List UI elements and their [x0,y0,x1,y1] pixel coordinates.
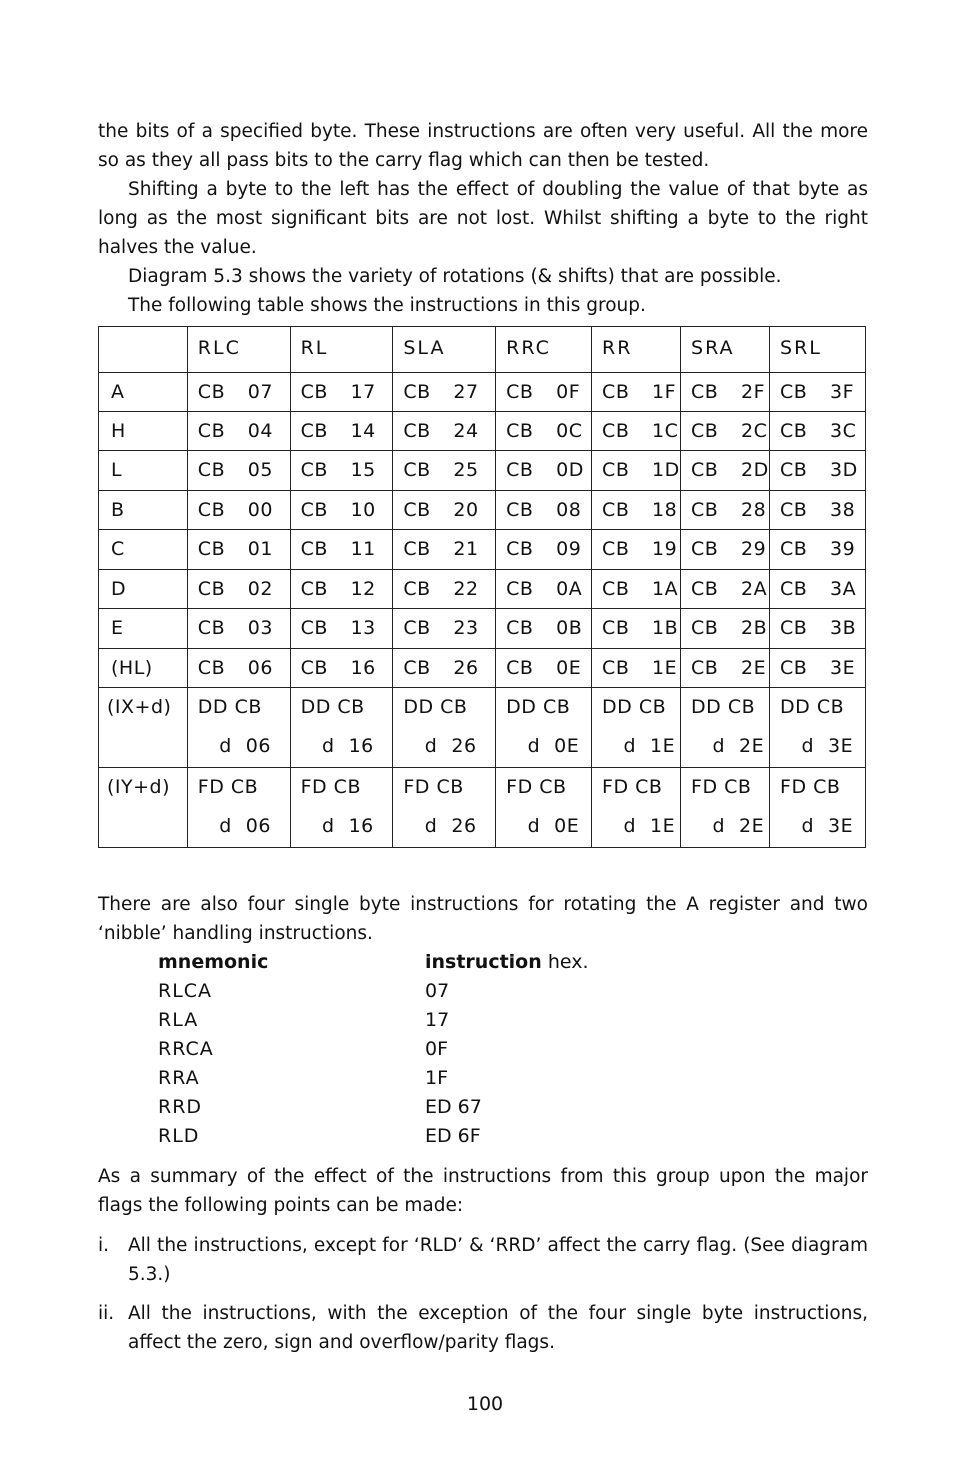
opcode-byte: 2E [741,656,767,679]
list-item-text: All the instructions, except for ‘RLD’ & ‘RRD’ affect the carry flag. (See diagram 5.3.) [128,1235,868,1285]
opcode-byte: 2E [739,815,765,838]
opcode-prefix: CB [602,380,630,403]
opcode-cell [393,411,496,450]
opcode-byte: 06 [247,656,273,679]
opcode-cell [290,490,393,529]
opcode-byte: 26 [453,656,479,679]
register-label: C [99,530,188,569]
opcode-prefix: CB [602,577,630,600]
opcode-suffix-line [403,727,495,766]
opcode-cell [290,688,393,768]
opcode-byte: 3E [828,815,854,838]
hex-value: ED 67 [425,1096,482,1118]
opcode-prefix: CB [602,498,630,521]
hex-value: 0F [425,1038,449,1060]
opcode-prefix: CB [780,419,808,442]
opcode-prefix: CB [691,538,719,561]
opcode-prefix: CB [197,656,226,679]
mnemonic-value: RRD [158,1096,203,1118]
opcode-byte: 14 [350,419,376,442]
register-label: H [99,411,188,450]
register-label: (HL) [99,648,188,687]
opcode-cell [290,451,393,490]
opcode-suffix-line [301,727,393,766]
paragraph-intro: the bits of a specified byte. These instructions are often very useful. All the more so as they all pass bits to the carry flag which can then be tested. [98,121,868,171]
opcode-prefix: DD CB [197,696,262,719]
opcode-prefix: CB [780,459,808,482]
displacement: d [712,815,726,838]
list-item-text: All the instructions, with the exception of the four single byte instructions, affect the zero, sign and overflow/parity flags. [128,1303,868,1353]
opcode-prefix: CB [403,380,431,403]
opcode-prefix: FD CB [602,776,663,799]
opcode-byte: 0D [556,459,584,482]
opcode-byte: 17 [350,380,376,403]
opcode-byte: 25 [453,459,479,482]
opcode-prefix: CB [691,459,719,482]
opcode-prefix: CB [197,577,226,600]
opcode-prefix: CB [197,538,226,561]
opcode-cell [187,569,290,608]
opcode-cell [681,490,770,529]
opcode-prefix: FD CB [300,776,361,799]
opcode-prefix: CB [780,380,808,403]
opcode-cell [681,648,770,687]
opcode-byte: 1D [652,459,680,482]
register-label: B [99,490,188,529]
table-row [99,372,866,411]
opcode-byte: 22 [453,577,479,600]
opcode-byte: 39 [830,538,856,561]
opcode-byte: 28 [741,498,767,521]
opcode-prefix: CB [506,498,534,521]
paragraph-shifting: Shifting a byte to the left has the effect of doubling the value of that byte as long as the most significant bits are not lost. Whilst shifting a byte to the right halves the value. [98,179,868,258]
opcode-prefix: CB [691,498,719,521]
displacement: d [623,735,637,758]
opcode-cell [592,609,681,648]
opcode-prefix: CB [300,617,328,640]
opcode-cell [681,451,770,490]
opcode-prefix: CB [780,617,808,640]
opcode-byte: 00 [247,498,273,521]
opcode-byte: 24 [453,419,479,442]
list-item-number: i. [98,1235,110,1256]
hex-value: 17 [425,1009,450,1031]
opcode-prefix: CB [506,577,534,600]
opcode-cell [393,609,496,648]
opcode-byte: 1E [652,656,678,679]
opcode-cell [290,530,393,569]
opcode-byte: 04 [247,419,273,442]
opcode-byte: 1E [650,815,676,838]
opcode-byte: 1E [650,735,676,758]
opcode-byte: 2B [741,617,768,640]
opcode-byte: 2D [741,459,769,482]
opcode-byte: 1B [652,617,679,640]
displacement: d [712,735,726,758]
opcode-prefix: CB [602,459,630,482]
opcode-byte: 0E [556,656,582,679]
opcode-byte: 21 [453,538,479,561]
opcode-cell [393,451,496,490]
opcode-byte: 26 [451,735,477,758]
opcode-suffix-line [691,727,769,766]
opcode-prefix: CB [602,617,630,640]
opcode-prefix: CB [506,538,534,561]
opcode-suffix-line [506,727,591,766]
opcode-cell [393,569,496,608]
opcode-cell [592,451,681,490]
register-label: (IY+d) [99,768,188,848]
opcode-prefix: CB [506,380,534,403]
opcode-byte: 05 [247,459,273,482]
opcode-cell [187,609,290,648]
opcode-byte: 3F [830,380,855,403]
opcode-cell [770,609,866,648]
opcode-cell [187,451,290,490]
opcode-prefix: CB [691,656,719,679]
opcode-prefix: CB [506,419,534,442]
opcode-prefix: CB [300,538,328,561]
opcode-prefix: CB [197,498,226,521]
opcode-prefix: CB [780,538,808,561]
opcode-prefix: CB [403,656,431,679]
opcode-cell [770,411,866,450]
opcode-byte: 11 [350,538,376,561]
opcode-cell [496,648,592,687]
opcode-cell [496,688,592,768]
column-header: RRC [496,327,592,373]
opcode-byte: 0A [556,577,583,600]
hex-value: ED 6F [425,1125,481,1147]
opcode-cell [681,530,770,569]
column-header: RLC [187,327,290,373]
opcode-byte: 3D [830,459,858,482]
opcode-cell [290,411,393,450]
opcode-prefix: CB [403,498,431,521]
opcode-prefix: CB [300,577,328,600]
opcode-byte: 13 [350,617,376,640]
hex-value: 07 [425,980,450,1002]
opcode-byte: 1A [652,577,679,600]
opcode-cell [496,411,592,450]
opcode-byte: 0E [554,815,580,838]
opcode-cell [393,372,496,411]
opcode-cell [592,411,681,450]
opcode-prefix: DD CB [403,696,468,719]
opcode-byte: 0C [556,419,583,442]
column-header: RL [290,327,393,373]
mnemonic-value: RRA [158,1067,200,1089]
opcode-byte: 3C [830,419,857,442]
opcode-byte: 10 [350,498,376,521]
mnemonic-value: RRCA [158,1038,214,1060]
opcode-suffix-line [506,807,591,846]
displacement: d [623,815,637,838]
opcode-byte: 23 [453,617,479,640]
opcode-cell [681,372,770,411]
opcode-prefix: CB [691,419,719,442]
opcode-byte: 02 [247,577,273,600]
opcode-byte: 2C [741,419,768,442]
opcode-cell [496,569,592,608]
opcode-byte: 16 [348,815,374,838]
opcode-prefix: CB [197,459,226,482]
table-row [99,411,866,450]
hex-value: 1F [425,1067,449,1089]
opcode-byte: 3E [828,735,854,758]
opcode-cell [496,530,592,569]
opcode-cell [496,451,592,490]
opcode-prefix: CB [300,380,328,403]
opcode-byte: 01 [247,538,273,561]
opcode-cell [393,768,496,848]
opcode-cell [681,609,770,648]
opcode-suffix-line [602,807,680,846]
opcode-cell [592,372,681,411]
opcode-suffix-line [602,727,680,766]
opcode-byte: 07 [247,380,273,403]
opcode-cell [496,609,592,648]
opcode-cell [290,569,393,608]
opcode-prefix: FD CB [197,776,259,799]
opcode-byte: 16 [350,656,376,679]
opcode-prefix: CB [506,656,534,679]
displacement: d [527,815,541,838]
opcode-cell [496,490,592,529]
table-row [99,569,866,608]
opcode-cell [290,768,393,848]
opcode-byte: 09 [556,538,582,561]
opcode-cell [393,688,496,768]
opcode-byte: 27 [453,380,479,403]
opcode-byte: 0F [556,380,581,403]
column-header: SRL [770,327,866,373]
opcode-prefix: CB [403,419,431,442]
opcode-prefix: CB [300,498,328,521]
opcode-suffix-line [198,807,290,846]
opcode-prefix: FD CB [506,776,567,799]
opcode-prefix: CB [403,617,431,640]
opcode-cell [393,490,496,529]
opcode-cell [187,372,290,411]
opcode-cell [681,768,770,848]
opcode-cell [496,372,592,411]
opcode-prefix: CB [197,419,226,442]
register-label: (IX+d) [99,688,188,768]
opcode-prefix: DD CB [300,696,365,719]
opcode-prefix: CB [780,498,808,521]
opcode-cell [681,688,770,768]
opcode-suffix-line [691,807,769,846]
opcode-prefix: CB [403,538,431,561]
opcode-cell [592,648,681,687]
opcode-prefix: CB [780,577,808,600]
opcode-prefix: CB [403,577,431,600]
opcode-cell [592,768,681,848]
opcode-byte: 2E [739,735,765,758]
opcode-prefix: CB [506,459,534,482]
opcode-prefix: CB [602,538,630,561]
register-label: E [99,609,188,648]
displacement: d [219,735,232,758]
register-label: L [99,451,188,490]
opcode-prefix: CB [300,459,328,482]
opcode-byte: 0B [556,617,583,640]
opcode-prefix: CB [300,656,328,679]
displacement: d [219,815,232,838]
opcode-prefix: CB [691,380,719,403]
opcode-cell [681,411,770,450]
opcode-cell [290,609,393,648]
opcode-byte: 08 [556,498,582,521]
opcode-cell [770,372,866,411]
opcode-cell [187,411,290,450]
opcode-cell [770,688,866,768]
opcode-byte: 20 [453,498,479,521]
paragraph-single-byte: There are also four single byte instructions for rotating the A register and two ‘nibble’ handling instructions. [98,894,868,944]
opcode-prefix: CB [403,459,431,482]
mnemonic-value: RLCA [158,980,213,1002]
paragraph-table-intro: The following table shows the instructions in this group. [128,295,646,316]
column-header: SLA [393,327,496,373]
table-row-indexed [99,688,866,768]
opcode-cell [770,530,866,569]
table-row [99,648,866,687]
table-row [99,609,866,648]
opcode-prefix: DD CB [780,696,845,719]
opcode-cell [187,688,290,768]
opcode-prefix: CB [602,656,630,679]
opcode-byte: 18 [652,498,678,521]
opcode-byte: 19 [652,538,678,561]
opcode-cell [770,451,866,490]
opcode-prefix: DD CB [602,696,667,719]
opcode-suffix-line [780,807,865,846]
opcode-prefix: CB [602,419,630,442]
table-corner-cell [99,327,188,373]
displacement: d [801,815,815,838]
opcode-cell [290,372,393,411]
displacement: d [801,735,815,758]
paragraph-diagram-ref: Diagram 5.3 shows the variety of rotations (& shifts) that are possible. [128,266,782,287]
opcode-cell [187,490,290,529]
opcode-byte: 1C [652,419,679,442]
opcode-byte: 15 [350,459,376,482]
opcode-cell [187,768,290,848]
opcode-prefix: CB [197,617,226,640]
displacement: d [527,735,541,758]
column-header: SRA [681,327,770,373]
opcode-byte: 0E [554,735,580,758]
mnemonic-value: RLA [158,1009,199,1031]
opcode-byte: 3A [830,577,857,600]
opcode-byte: 3E [830,656,856,679]
opcode-byte: 1F [652,380,677,403]
opcode-byte: 03 [247,617,273,640]
opcode-byte: 29 [741,538,767,561]
opcode-cell [496,768,592,848]
opcode-cell [770,768,866,848]
opcode-prefix: DD CB [691,696,756,719]
opcode-byte: 38 [830,498,856,521]
opcode-prefix: FD CB [691,776,752,799]
opcode-byte: 2A [741,577,768,600]
opcode-prefix: CB [506,617,534,640]
opcode-cell [770,648,866,687]
opcode-byte: 06 [245,735,271,758]
opcode-prefix: CB [197,380,226,403]
opcode-cell [393,648,496,687]
opcode-cell [187,648,290,687]
opcode-cell [393,530,496,569]
opcode-cell [770,569,866,608]
opcode-suffix-line [301,807,393,846]
column-header: RR [592,327,681,373]
table-row-indexed [99,768,866,848]
opcode-cell [681,569,770,608]
opcode-prefix: FD CB [780,776,841,799]
opcode-prefix: DD CB [506,696,571,719]
instruction-hex-column-header: instruction hex. [425,951,589,973]
opcode-cell [770,490,866,529]
opcode-suffix-line [403,807,495,846]
rotate-shift-opcode-table [98,326,866,848]
opcode-suffix-line [780,727,865,766]
displacement: d [322,735,335,758]
opcode-prefix: FD CB [403,776,464,799]
paragraph-summary: As a summary of the effect of the instructions from this group upon the major flags the following points can be made: [98,1166,868,1216]
opcode-byte: 26 [451,815,477,838]
mnemonic-column-header: mnemonic [158,951,269,973]
opcode-suffix-line [198,727,290,766]
displacement: d [424,815,438,838]
table-header-row [99,327,866,373]
opcode-prefix: CB [691,577,719,600]
opcode-byte: 3B [830,617,857,640]
opcode-prefix: CB [691,617,719,640]
opcode-cell [592,490,681,529]
opcode-cell [592,530,681,569]
opcode-byte: 06 [245,815,271,838]
opcode-byte: 16 [348,735,374,758]
displacement: d [424,735,438,758]
opcode-cell [592,688,681,768]
opcode-cell [187,530,290,569]
register-label: A [99,372,188,411]
opcode-cell [592,569,681,608]
page-number: 100 [466,1393,504,1415]
table-row [99,451,866,490]
opcode-prefix: CB [780,656,808,679]
opcode-prefix: CB [300,419,328,442]
register-label: D [99,569,188,608]
table-row [99,530,866,569]
displacement: d [322,815,335,838]
mnemonic-value: RLD [158,1125,200,1147]
table-row [99,490,866,529]
list-item-number: ii. [98,1303,115,1324]
opcode-byte: 12 [350,577,376,600]
opcode-byte: 2F [741,380,766,403]
opcode-cell [290,648,393,687]
